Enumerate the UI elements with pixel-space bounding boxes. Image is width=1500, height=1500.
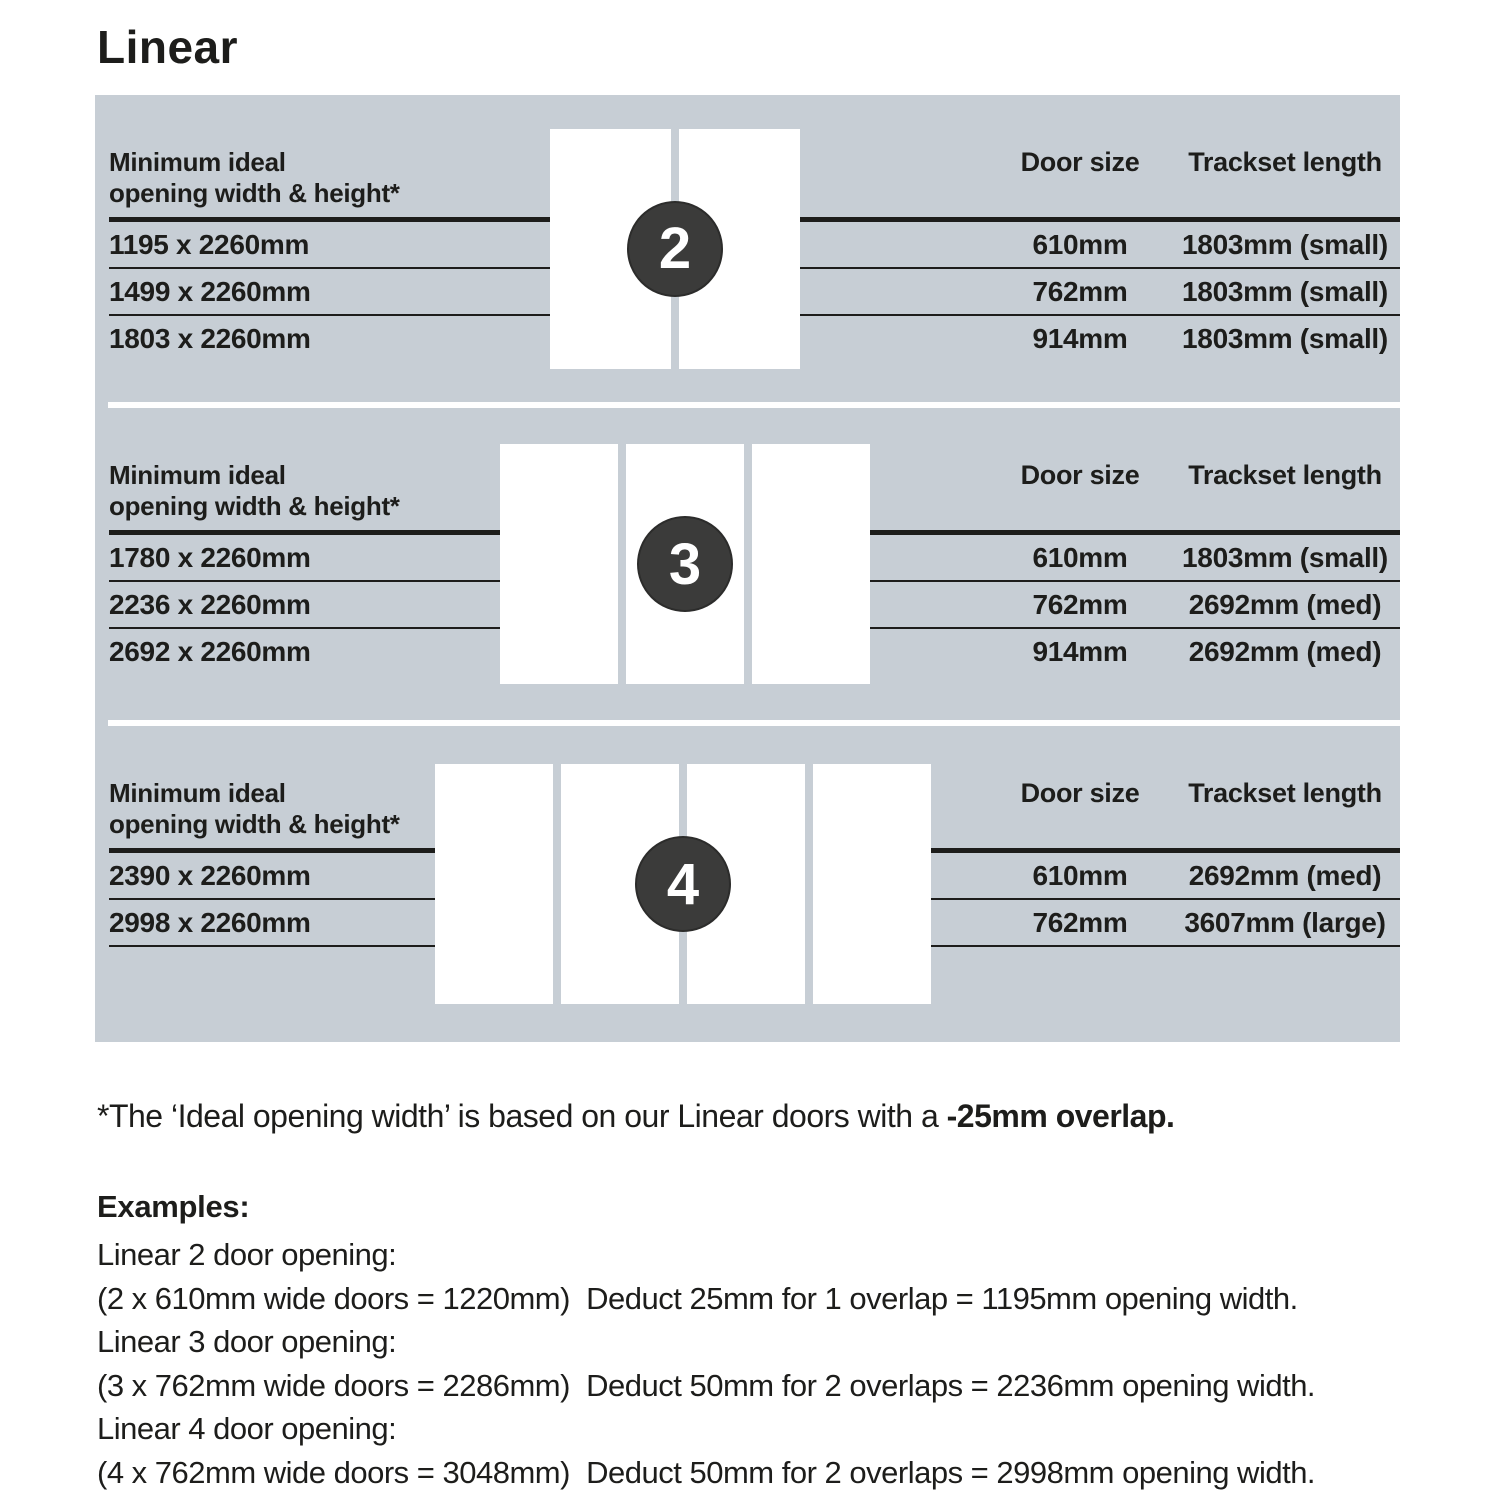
row-rule (931, 945, 1400, 947)
door-size-column-header: Door size (1020, 147, 1140, 177)
row-rule (109, 945, 435, 947)
table-row (800, 222, 1400, 267)
door-count: 3 (668, 531, 702, 597)
trackset-column-header: Trackset length (1188, 778, 1382, 808)
opening-size-table-4 (95, 726, 435, 1042)
header-line: Minimum ideal (109, 460, 286, 490)
trackset-value: 2692mm (med) (1188, 859, 1382, 891)
opening-size-header (109, 778, 435, 848)
header-line: Minimum ideal (109, 147, 286, 177)
opening-size-table-2 (95, 95, 550, 402)
header-line: Minimum ideal (109, 778, 286, 808)
door-size-value: 610mm (1032, 541, 1128, 573)
trackset-value: 2692mm (med) (1188, 635, 1382, 667)
door-size-value: 762mm (1032, 275, 1128, 307)
footnote-text: *The ‘Ideal opening width’ is based on our Linear doors with a (97, 1098, 947, 1134)
door-count-badge (635, 836, 731, 932)
footnote-bold-text: -25mm overlap. (946, 1098, 1175, 1134)
table-row (870, 535, 1400, 580)
table-row (870, 629, 1400, 674)
table-row (931, 853, 1400, 898)
door-track-header (870, 460, 1400, 530)
table-row (931, 900, 1400, 945)
example-detail: (2 x 610mm wide doors = 1220mm) Deduct 25mm for 1 overlap = 1195mm opening width. (97, 1280, 1298, 1316)
door-track-header (800, 147, 1400, 217)
door-count: 4 (666, 851, 700, 917)
header-line: opening width & height* (109, 491, 400, 521)
opening-size-value: 1195 x 2260mm (109, 229, 310, 260)
example-label: Linear 3 door opening: (97, 1324, 397, 1359)
opening-size-header (109, 147, 550, 217)
trackset-value: 2692mm (med) (1188, 588, 1382, 620)
section-3-door (95, 408, 1400, 720)
door-panel (500, 444, 618, 684)
door-size-value: 914mm (1032, 635, 1128, 667)
table-row (800, 269, 1400, 314)
trackset-value: 1803mm (small) (1182, 541, 1388, 573)
trackset-value: 1803mm (small) (1182, 275, 1388, 307)
door-panel (435, 764, 553, 1004)
example-label: Linear 4 door opening: (97, 1411, 397, 1446)
door-diagram-3 (500, 408, 870, 720)
section-2-door (95, 95, 1400, 402)
door-count-badge (627, 201, 723, 297)
door-panel (752, 444, 870, 684)
door-count: 2 (658, 216, 692, 281)
opening-size-header (109, 460, 500, 530)
door-diagram-2 (550, 95, 800, 402)
trackset-value: 1803mm (small) (1182, 322, 1388, 354)
door-track-table-2 (800, 95, 1400, 402)
overlap-footnote (97, 1098, 1492, 1135)
door-size-value: 610mm (1032, 859, 1128, 891)
opening-size-value: 2998 x 2260mm (109, 907, 311, 938)
opening-size-value: 2692 x 2260mm (109, 636, 311, 667)
header-line: opening width & height* (109, 809, 400, 839)
opening-size-value: 1780 x 2260mm (109, 542, 311, 573)
page-title: Linear (97, 21, 239, 73)
door-track-table-3 (870, 408, 1400, 720)
door-size-value: 762mm (1032, 906, 1128, 938)
door-count-badge (637, 516, 733, 612)
examples-heading: Examples: (97, 1189, 250, 1224)
trackset-value: 1803mm (small) (1182, 228, 1388, 260)
footer (97, 1098, 1492, 1494)
trackset-value: 3607mm (large) (1184, 906, 1386, 938)
trackset-column-header: Trackset length (1188, 147, 1382, 177)
door-size-value: 914mm (1032, 322, 1128, 354)
door-size-value: 762mm (1032, 588, 1128, 620)
door-panel (813, 764, 931, 1004)
example-label: Linear 2 door opening: (97, 1237, 397, 1272)
examples-list (97, 1233, 1492, 1494)
section-4-door (95, 726, 1400, 1042)
trackset-column-header: Trackset length (1188, 460, 1382, 490)
opening-size-value: 1803 x 2260mm (109, 323, 311, 354)
door-size-value: 610mm (1032, 228, 1128, 260)
opening-size-value: 2236 x 2260mm (109, 589, 311, 620)
header-line: opening width & height* (109, 178, 400, 208)
door-track-table-4 (931, 726, 1400, 1042)
door-size-column-header: Door size (1020, 460, 1140, 490)
door-diagram-4 (435, 726, 931, 1042)
example-detail: (3 x 762mm wide doors = 2286mm) Deduct 50mm for 2 overlaps = 2236mm opening width. (97, 1367, 1316, 1403)
opening-size-value: 2390 x 2260mm (109, 860, 311, 891)
table-row (870, 582, 1400, 627)
table-row (800, 316, 1400, 361)
door-size-column-header: Door size (1020, 778, 1140, 808)
example-detail: (4 x 762mm wide doors = 3048mm) Deduct 50mm for 2 overlaps = 2998mm opening width. (97, 1454, 1316, 1490)
opening-size-table-3 (95, 408, 500, 720)
size-chart-panel (95, 95, 1400, 1042)
door-track-header (931, 778, 1400, 848)
opening-size-value: 1499 x 2260mm (109, 276, 311, 307)
